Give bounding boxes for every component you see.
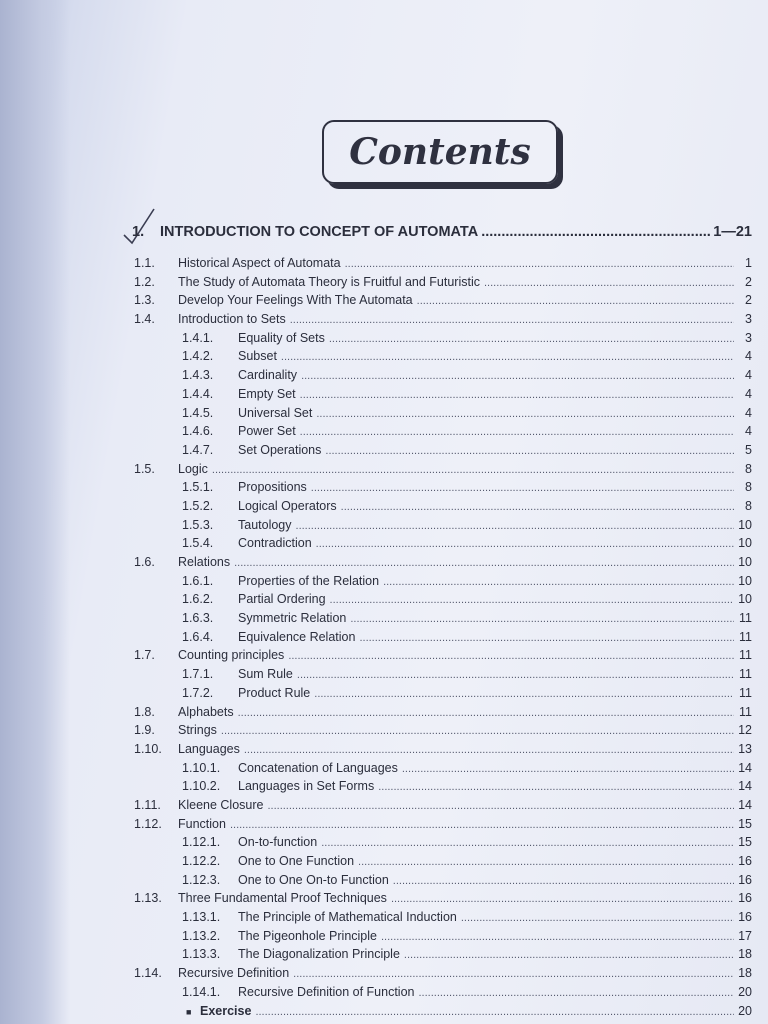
dot-leader [329, 333, 734, 345]
toc-entry-number: 1.4.1. [182, 330, 214, 345]
toc-entry-title: The Pigeonhole Principle [238, 928, 377, 943]
toc-entry[interactable] [120, 648, 752, 667]
chapter-title: INTRODUCTION TO CONCEPT OF AUTOMATA [160, 224, 479, 240]
dot-leader [300, 389, 734, 401]
toc-entry[interactable] [120, 424, 752, 443]
toc-entry[interactable] [120, 910, 752, 929]
dot-leader [321, 837, 734, 849]
toc-entry-page: 20 [738, 984, 752, 999]
toc-entry-page: 3 [745, 312, 752, 327]
toc-entry-title: Universal Set [238, 405, 313, 420]
toc-entry-title: Function [178, 816, 226, 831]
dot-leader [316, 538, 734, 550]
toc-entry-title: Logic [178, 461, 208, 476]
toc-entry-number: 1.4.6. [182, 424, 214, 439]
toc-entry-number: 1.8. [134, 704, 155, 719]
toc-entry-number: ■ [186, 1006, 192, 1017]
toc-entry-number: 1.5.4. [182, 536, 214, 551]
toc-entry-page: 11 [739, 667, 752, 682]
chapter-heading[interactable] [132, 224, 752, 246]
toc-entry-page: 4 [745, 368, 752, 383]
toc-entry-page: 10 [738, 555, 752, 569]
toc-entry-title: Symmetric Relation [238, 611, 347, 626]
toc-entry-title: Propositions [238, 480, 307, 495]
toc-entry-number: 1.13. [134, 891, 162, 906]
toc-entry-number: 1.13.1. [182, 910, 221, 925]
dot-leader [325, 445, 734, 457]
toc-entry-page: 14 [738, 779, 752, 794]
toc-entry[interactable] [120, 293, 752, 312]
toc-entry-title: Tautology [238, 517, 292, 532]
toc-entry[interactable] [120, 723, 752, 742]
page-title: Contents [349, 131, 531, 173]
toc-entry-number: 1.13.2. [182, 928, 221, 943]
dot-leader [358, 856, 734, 868]
toc-entry-title: Contradiction [238, 536, 312, 551]
toc-entry-page: 8 [745, 498, 752, 513]
toc-list [120, 256, 752, 1022]
dot-leader [281, 351, 734, 363]
toc-entry-page: 15 [738, 835, 752, 850]
toc-entry-number: 1.4.5. [182, 405, 214, 420]
toc-entry-page: 5 [745, 442, 752, 457]
toc-entry-number: 1.4.7. [182, 442, 214, 457]
toc-entry-page: 4 [745, 424, 752, 439]
toc-entry-number: 1.10.2. [182, 779, 221, 794]
toc-entry[interactable] [120, 929, 752, 948]
toc-entry[interactable] [120, 611, 752, 630]
dot-leader [238, 707, 734, 719]
toc-entry-page: 11 [739, 685, 752, 700]
toc-entry-page: 11 [739, 611, 752, 626]
toc-entry[interactable] [120, 443, 752, 462]
toc-entry-title: Recursive Definition [178, 966, 290, 981]
dot-leader [330, 594, 734, 606]
contents-title-box [322, 120, 558, 184]
toc-entry[interactable] [120, 742, 752, 761]
toc-entry[interactable] [120, 349, 752, 368]
toc-entry[interactable] [120, 331, 752, 350]
toc-entry[interactable] [120, 518, 752, 537]
toc-entry-title: The Principle of Mathematical Induction [238, 910, 457, 925]
dot-leader [290, 314, 734, 326]
toc-entry-page: 18 [738, 947, 752, 962]
toc-entry-title: Logical Operators [238, 498, 337, 513]
toc-entry-number: 1.12.2. [182, 854, 221, 868]
dot-leader [345, 258, 734, 270]
toc-entry-title: Strings [178, 723, 217, 738]
toc-entry-page: 16 [738, 891, 752, 906]
toc-entry-number: 1.7.2. [182, 685, 214, 700]
toc-entry[interactable] [120, 817, 752, 836]
dot-leader [300, 426, 734, 438]
toc-entry-page: 11 [739, 704, 752, 719]
toc-entry-number: 1.7.1. [182, 667, 214, 682]
dot-leader [481, 224, 710, 240]
toc-entry-title: Exercise [200, 1003, 252, 1018]
dot-leader [378, 781, 734, 793]
toc-entry-page: 10 [738, 536, 752, 551]
toc-entry-title: On-to-function [238, 835, 318, 850]
toc-entry-number: 1.4.4. [182, 386, 214, 401]
toc-entry[interactable] [120, 891, 752, 910]
toc-entry-number: 1.12.3. [182, 872, 221, 887]
toc-entry-page: 11 [739, 629, 752, 644]
toc-entry-title: The Diagonalization Principle [238, 947, 400, 962]
toc-entry-number: 1.6.2. [182, 592, 214, 607]
toc-entry-page: 1 [745, 256, 752, 270]
toc-entry-title: Concatenation of Languages [238, 760, 398, 775]
dot-leader [316, 408, 734, 420]
toc-entry-number: 1.5.3. [182, 517, 214, 532]
dot-leader [234, 557, 734, 569]
dot-leader [359, 632, 734, 644]
toc-entry-page: 8 [745, 461, 752, 476]
toc-entry[interactable] [120, 630, 752, 649]
book-spine-shadow [0, 0, 70, 1024]
toc-entry-number: 1.4.2. [182, 349, 214, 364]
dot-leader [267, 800, 734, 812]
dot-leader [383, 576, 734, 588]
toc-entry-number: 1.5.1. [182, 480, 214, 495]
dot-leader [244, 744, 734, 756]
toc-entry-page: 3 [745, 330, 752, 345]
toc-entry[interactable] [120, 686, 752, 705]
toc-entry[interactable] [120, 835, 752, 854]
toc-entry-number: 1.14.1. [182, 984, 221, 999]
toc-entry-number: 1.9. [134, 723, 155, 738]
toc-entry-number: 1.5.2. [182, 498, 214, 513]
toc-entry-number: 1.7. [134, 648, 155, 663]
toc-entry[interactable] [120, 667, 752, 686]
dot-leader [301, 370, 734, 382]
toc-entry[interactable] [120, 705, 752, 724]
toc-entry[interactable] [120, 499, 752, 518]
toc-entry-title: Languages [178, 741, 240, 756]
dot-leader [404, 949, 734, 961]
toc-entry-page: 2 [745, 274, 752, 289]
dot-leader [255, 1006, 734, 1018]
toc-entry-title: Recursive Definition of Function [238, 984, 415, 999]
toc-entry[interactable] [120, 387, 752, 406]
toc-entry-title: Cardinality [238, 368, 298, 383]
toc-entry-title: Develop Your Feelings With The Automata [178, 293, 413, 308]
toc-entry-number: 1.10. [134, 741, 162, 756]
toc-entry[interactable] [120, 798, 752, 817]
toc-entry[interactable] [120, 985, 752, 1004]
dot-leader [350, 613, 734, 625]
toc-entry[interactable] [120, 761, 752, 780]
toc-entry-page: 4 [745, 349, 752, 364]
toc-entry-page: 14 [738, 760, 752, 775]
toc-entry[interactable] [120, 947, 752, 966]
toc-entry[interactable] [120, 854, 752, 873]
toc-entry-title: Subset [238, 349, 277, 364]
toc-entry[interactable] [120, 555, 752, 574]
toc-entry[interactable] [120, 966, 752, 985]
toc-entry[interactable] [120, 462, 752, 481]
dot-leader [341, 501, 734, 513]
dot-leader [418, 987, 734, 999]
toc-entry-title: Equivalence Relation [238, 629, 356, 644]
toc-entry[interactable] [120, 574, 752, 593]
toc-entry-title: Product Rule [238, 685, 311, 700]
dot-leader [381, 931, 734, 943]
toc-entry-page: 14 [738, 797, 752, 812]
toc-entry-page: 18 [738, 966, 752, 981]
toc-entry-number: 1.6. [134, 555, 155, 569]
toc-entry-number: 1.3. [134, 293, 155, 308]
toc-entry-title: Three Fundamental Proof Techniques [178, 891, 387, 906]
dot-leader [484, 277, 734, 289]
toc-entry-page: 15 [738, 816, 752, 831]
toc-entry-title: Languages in Set Forms [238, 779, 375, 794]
dot-leader [402, 763, 734, 775]
chapter-number: 1. [132, 224, 145, 240]
toc-entry-number: 1.14. [134, 966, 162, 981]
toc-entry-page: 4 [745, 405, 752, 420]
toc-entry-number: 1.6.1. [182, 573, 214, 588]
toc-entry[interactable] [120, 406, 752, 425]
toc-entry-title: Equality of Sets [238, 330, 325, 345]
dot-leader [311, 482, 734, 494]
toc-entry[interactable] [120, 312, 752, 331]
toc-entry-number: 1.13.3. [182, 947, 221, 962]
dot-leader [297, 669, 734, 681]
toc-entry-page: 10 [738, 592, 752, 607]
toc-entry-page: 4 [745, 386, 752, 401]
toc-entry-page: 11 [739, 648, 752, 663]
toc-entry[interactable] [120, 779, 752, 798]
dot-leader [391, 893, 734, 905]
toc-entry-page: 12 [738, 723, 752, 738]
toc-entry-number: 1.12. [134, 816, 162, 831]
toc-entry-number: 1.4. [134, 312, 155, 327]
toc-entry-number: 1.1. [134, 256, 155, 270]
toc-entry-title: Properties of the Relation [238, 573, 380, 588]
toc-entry-title: Set Operations [238, 442, 322, 457]
toc-entry[interactable] [120, 368, 752, 387]
toc-entry[interactable] [120, 1004, 752, 1023]
toc-entry-number: 1.6.3. [182, 611, 214, 626]
toc-entry[interactable] [120, 873, 752, 892]
dot-leader [230, 819, 734, 831]
toc-entry-page: 16 [738, 872, 752, 887]
toc-entry-number: 1.6.4. [182, 629, 214, 644]
toc-entry-page: 10 [738, 573, 752, 588]
toc-entry-title: Partial Ordering [238, 592, 326, 607]
toc-entry-title: Counting principles [178, 648, 285, 663]
toc-entry-title: Empty Set [238, 386, 296, 401]
toc-entry-title: Historical Aspect of Automata [178, 256, 341, 270]
toc-entry-title: Relations [178, 555, 231, 569]
toc-entry-number: 1.5. [134, 461, 155, 476]
dot-leader [314, 688, 734, 700]
dot-leader [212, 464, 734, 476]
toc-entry-number: 1.4.3. [182, 368, 214, 383]
toc-entry-number: 1.12.1. [182, 835, 221, 850]
toc-entry-title: One to One On-to Function [238, 872, 389, 887]
toc-entry-title: Alphabets [178, 704, 234, 719]
chapter-page-range: 1—21 [713, 224, 752, 240]
dot-leader [296, 520, 734, 532]
toc-entry-title: Sum Rule [238, 667, 293, 682]
toc-entry-page: 16 [738, 854, 752, 868]
dot-leader [461, 912, 734, 924]
toc-entry-title: The Study of Automata Theory is Fruitful and Futuristic [178, 274, 480, 289]
dot-leader [293, 968, 734, 980]
toc-entry-page: 20 [738, 1003, 752, 1018]
dot-leader [417, 295, 734, 307]
toc-entry[interactable] [120, 480, 752, 499]
toc-entry[interactable] [120, 592, 752, 611]
toc-entry-page: 16 [738, 910, 752, 925]
toc-entry-page: 13 [738, 741, 752, 756]
toc-entry-page: 8 [745, 480, 752, 495]
toc-entry[interactable] [120, 536, 752, 555]
toc-entry-number: 1.2. [134, 274, 155, 289]
toc-entry-page: 17 [738, 928, 752, 943]
toc-entry-title: One to One Function [238, 854, 355, 868]
toc-entry-title: Power Set [238, 424, 296, 439]
dot-leader [393, 875, 734, 887]
toc-entry[interactable] [120, 275, 752, 294]
dot-leader [288, 650, 734, 662]
toc-entry-number: 1.11. [134, 797, 161, 812]
toc-entry-title: Introduction to Sets [178, 312, 286, 327]
dot-leader [221, 725, 734, 737]
toc-entry-page: 10 [738, 517, 752, 532]
toc-entry-title: Kleene Closure [178, 797, 264, 812]
toc-entry-number: 1.10.1. [182, 760, 221, 775]
toc-entry-page: 2 [745, 293, 752, 308]
toc-entry[interactable] [120, 256, 752, 275]
